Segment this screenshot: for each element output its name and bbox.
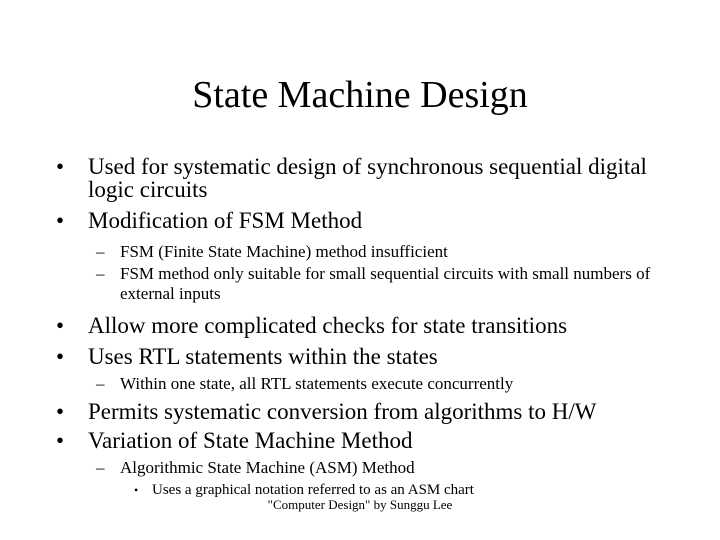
bullet-marker: •	[134, 483, 139, 497]
sub-bullet-item	[96, 458, 660, 478]
sub-bullet-text: Within one state, all RTL statements execute concurrently	[120, 374, 514, 393]
bullet-item	[56, 344, 648, 369]
bullet-marker: •	[56, 344, 65, 369]
bullet-text: Permits systematic conversion from algorithms to H/W	[88, 399, 597, 424]
sub-bullet-item	[96, 264, 660, 304]
bullet-item	[56, 154, 648, 202]
dash-marker: –	[96, 458, 105, 477]
dash-marker: –	[96, 374, 105, 393]
bullet-item	[56, 208, 648, 233]
sub-bullet-item	[96, 374, 660, 394]
bullet-marker: •	[56, 428, 65, 453]
bullet-text: Uses RTL statements within the states	[88, 344, 438, 369]
slide-footer: "Computer Design" by Sunggu Lee	[267, 497, 453, 512]
bullet-text: Used for systematic design of synchronous sequential digital logic circuits	[88, 154, 647, 202]
sub-sub-bullet-text: Uses a graphical notation referred to as an ASM chart	[152, 482, 474, 498]
slide-title: State Machine Design	[192, 74, 528, 116]
slide-body	[0, 155, 720, 499]
bullet-marker: •	[56, 208, 65, 233]
bullet-text: Allow more complicated checks for state transitions	[88, 313, 568, 338]
bullet-marker: •	[56, 399, 65, 424]
bullet-item	[56, 428, 648, 453]
dash-marker: –	[96, 264, 105, 283]
bullet-item	[56, 399, 648, 424]
sub-bullet-text: FSM method only suitable for small sequential circuits with small numbers of external inputs	[120, 264, 651, 303]
bullet-item	[56, 313, 648, 338]
sub-bullet-text: Algorithmic State Machine (ASM) Method	[120, 458, 415, 477]
bullet-text: Modification of FSM Method	[88, 208, 363, 233]
dash-marker: –	[96, 242, 105, 261]
bullet-text: Variation of State Machine Method	[88, 428, 413, 453]
sub-bullet-item	[96, 242, 660, 262]
bullet-marker: •	[56, 154, 65, 179]
sub-bullet-text: FSM (Finite State Machine) method insufficient	[120, 242, 448, 261]
bullet-marker: •	[56, 313, 65, 338]
